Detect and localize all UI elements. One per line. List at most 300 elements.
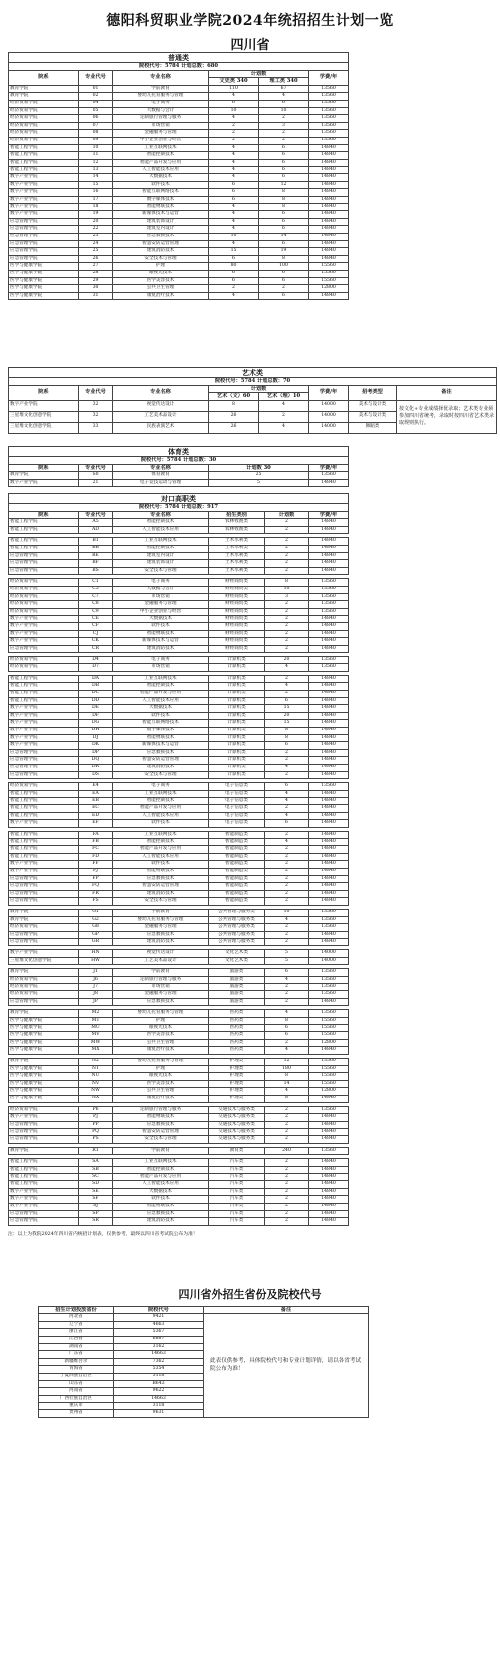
table-row [9,1106,349,1113]
table-row [9,645,349,652]
province-cell: 辽宁省 [39,1321,114,1328]
code-cell: G8 [79,924,113,931]
plan-cell: 20 [265,712,309,719]
plan-li-cell: 100 [259,263,309,270]
category-cell: 医药类 [209,1032,265,1039]
table-row [9,1039,349,1046]
fee-cell: 14840 [309,560,349,567]
plan-wen-cell: 6 [209,189,259,196]
table-row [9,1032,349,1039]
table-row [9,720,349,727]
art-header-fee: 学费/年 [309,386,349,401]
category-cell: 汽车类 [209,1218,265,1225]
fee-cell: 13560 [309,924,349,931]
code-cell: 3118 [114,1373,204,1380]
table-row [9,100,349,107]
major-cell: 市场营销 [113,664,209,671]
table-row [9,1136,349,1143]
plan-cell: 6 [265,1032,309,1039]
plan-li-cell: 14 [259,233,309,240]
college-cell: 三星堆文化创意学院 [9,411,79,422]
category-cell: 旅游类 [209,991,265,998]
college-cell: 经济贸易学院 [9,1106,79,1113]
code-cell: J1 [79,969,113,976]
college-cell: 应急管理学院 [9,226,79,233]
plan-cell: 2 [265,519,309,526]
plan-cell: 8 [265,1073,309,1080]
college-cell: 智能工程学院 [9,675,79,682]
major-cell: 智能物联技术 [113,734,209,741]
code-cell: 30 [79,285,113,292]
plan-cell: 4 [265,764,309,771]
major-cell: 安全技术与管理 [113,567,209,574]
fee-cell: 15560 [309,277,349,284]
table-row [9,1073,349,1080]
fee-cell: 14840 [309,727,349,734]
fee-cell: 15560 [309,1025,349,1032]
plan-wen-cell: 10 [209,107,259,114]
plan-wen-cell: 4 [209,93,259,100]
table-row [9,846,349,853]
table-row [9,1166,349,1173]
category-cell: 农林牧渔类 [209,519,265,526]
code-cell: EC [79,805,113,812]
table-row [9,519,349,526]
category-cell: 计算机类 [209,697,265,704]
major-cell: 电子商务 [113,579,209,586]
fee-cell: 14840 [309,861,349,868]
major-cell: 电子商务 [113,783,209,790]
table-row [9,664,349,671]
fee-cell: 14000 [309,400,349,411]
province-cell: 广西壮族自治区 [39,1395,114,1402]
fee-cell: 14000 [309,422,349,433]
category-cell: 计算机类 [209,742,265,749]
college-cell: 智能工程学院 [9,144,79,151]
fee-cell: 14840 [309,820,349,827]
category-cell: 交通技术与服务类 [209,1136,265,1143]
fee-cell: 13560 [309,601,349,608]
section-title-vocational: 对口高职类 [9,494,349,504]
category-cell: 智能制造类 [209,853,265,860]
major-cell: 智能产品开发与应用 [113,846,209,853]
table-row [9,690,349,697]
major-cell: 工业互联网技术 [113,538,209,545]
fee-cell: 14840 [309,1129,349,1136]
college-cell: 数字产业学院 [9,742,79,749]
major-cell: 金融服务与管理 [113,991,209,998]
category-cell: 土木水利类 [209,552,265,559]
category-cell: 护理类 [209,1080,265,1087]
table-row [39,1314,369,1321]
code-cell: J7 [79,984,113,991]
fee-cell: 15560 [309,1017,349,1024]
table-row [9,233,349,240]
category-cell: 财经商贸类 [209,630,265,637]
major-cell: 应急救援技术 [113,931,209,938]
code-cell: 6887 [114,1336,204,1343]
code-cell: 11 [79,152,113,159]
table-row [9,1203,349,1210]
fee-cell: 14840 [309,1188,349,1195]
code-cell: 31 [79,292,113,299]
plan-cell: 2 [265,645,309,652]
category-cell: 护理类 [209,1095,265,1102]
college-cell: 教育学院 [9,1147,79,1154]
college-cell: 医学与健康学院 [9,1065,79,1072]
header-li: 理工类 340 [259,78,309,85]
table-row [9,479,349,486]
category-cell: 智能制造类 [209,839,265,846]
table-row [9,883,349,890]
plan-li-cell: 4 [259,422,309,433]
table-row [9,898,349,905]
plan-li-cell: 8 [259,204,309,211]
table-row [9,783,349,790]
major-cell: 智能产品开发与应用 [113,805,209,812]
fee-cell: 13560 [309,130,349,137]
table-row [9,705,349,712]
plan-wen-cell: 8 [209,400,259,411]
table-row [9,616,349,623]
plan-wen-cell: 4 [209,240,259,247]
code-cell: DF [79,712,113,719]
plan-li-cell: 10 [259,107,309,114]
college-cell: 应急管理学院 [9,883,79,890]
category-cell: 财经商贸类 [209,623,265,630]
plan-li-cell: 2 [259,130,309,137]
major-cell: 建筑消防技术 [113,890,209,897]
fee-cell: 14840 [309,890,349,897]
table-row [9,137,349,144]
college-cell: 应急管理学院 [9,1218,79,1225]
code-cell: DG [79,720,113,727]
plan-cell: 2 [265,991,309,998]
major-cell: 中小企业创业与经营 [113,608,209,615]
plan-li-cell: 2 [259,137,309,144]
college-cell: 数字产业学院 [9,623,79,630]
category-cell: 公共管理与服务类 [209,931,265,938]
code-cell: 13 [79,167,113,174]
college-cell: 应急管理学院 [9,898,79,905]
major-cell: 数字媒体技术 [113,196,209,203]
college-cell: 经济贸易学院 [9,783,79,790]
category-cell: 财经商贸类 [209,638,265,645]
code-cell: 32 [79,400,113,411]
category-cell: 计算机类 [209,720,265,727]
table-row [9,1047,349,1054]
table-row [9,638,349,645]
category-cell: 土木水利类 [209,567,265,574]
fee-cell: 15560 [309,1032,349,1039]
fee-cell: 14840 [309,705,349,712]
major-cell: 大数据技术 [113,705,209,712]
table-row [9,1147,349,1154]
fee-cell: 13560 [309,107,349,114]
fee-cell: 14840 [309,1136,349,1143]
plan-cell: 2 [265,1106,309,1113]
college-cell: 智能工程学院 [9,1174,79,1181]
fee-cell: 14840 [309,675,349,682]
plan-li-cell: 2 [259,411,309,422]
code-cell: MU [79,1025,113,1032]
prov-header-code: 院校代号 [114,1307,204,1314]
table-row [9,697,349,704]
table-row [9,875,349,882]
fee-cell: 13560 [309,608,349,615]
sports-header-code: 专业代号 [79,465,113,472]
table-row [9,1174,349,1181]
college-cell: 数字产业学院 [9,630,79,637]
code-cell: 12 [79,159,113,166]
general-rows [9,85,349,299]
plan-cell: 2 [265,1174,309,1181]
fee-cell: 13560 [309,115,349,122]
voc-header-code: 专业代号 [79,512,113,519]
college-cell: 教育学院 [9,85,79,92]
provinces-table [38,1306,369,1418]
fee-cell: 14840 [309,292,349,299]
code-cell: BE [79,552,113,559]
major-cell: 眼视光技术 [113,1073,209,1080]
major-cell: 婴幼儿托育服务与管理 [113,1058,209,1065]
plan-cell: 12 [265,1058,309,1065]
code-cell: DD [79,697,113,704]
fee-cell: 14840 [309,1159,349,1166]
fee-cell: 14840 [309,742,349,749]
plan-cell: 4 [265,976,309,983]
code-cell: SF [79,1196,113,1203]
plan-cell: 2 [265,853,309,860]
fee-cell: 14840 [309,152,349,159]
fee-cell: 14840 [309,690,349,697]
major-cell: 应急救援技术 [113,875,209,882]
major-cell: 电子竞技运动与管理 [113,479,209,486]
table-row [9,771,349,778]
college-cell: 医学与健康学院 [9,270,79,277]
plan-wen-cell: 6 [209,270,259,277]
major-cell: 智能控制技术 [113,545,209,552]
college-cell: 应急管理学院 [9,240,79,247]
plan-cell: 2 [265,939,309,946]
table-row [9,593,349,600]
plan-cell: 2 [265,1136,309,1143]
province-cell: 贵州省 [39,1410,114,1417]
fee-cell: 14840 [309,875,349,882]
category-cell: 电子信息类 [209,812,265,819]
fee-cell: 14840 [309,749,349,756]
major-cell: 工业互联网技术 [113,790,209,797]
college-cell: 应急管理学院 [9,233,79,240]
code-cell: DB [79,683,113,690]
college-cell: 数字产业学院 [9,868,79,875]
code-cell: 9631 [114,1410,204,1417]
table-row [9,204,349,211]
college-cell: 应急管理学院 [9,255,79,262]
table-row [9,976,349,983]
code-cell: BF [79,560,113,567]
fee-cell: 14840 [309,805,349,812]
college-cell: 应急管理学院 [9,757,79,764]
plan-cell: 2 [265,898,309,905]
category-cell: 财经商贸类 [209,593,265,600]
code-cell: 5367 [114,1329,204,1336]
fee-cell: 14840 [309,233,349,240]
plan-cell: 2 [265,861,309,868]
code-cell: FQ [79,883,113,890]
table-row [9,526,349,533]
plan-cell: 2 [265,1196,309,1203]
sports-header-fee: 学费/年 [309,465,349,472]
college-cell: 数字产业学院 [9,174,79,181]
fee-cell: 14840 [309,255,349,262]
code-cell: 23 [79,233,113,240]
category-cell: 智能制造类 [209,898,265,905]
fee-cell: 14840 [309,623,349,630]
fee-cell: 14840 [309,218,349,225]
college-cell: 数字产业学院 [9,196,79,203]
table-row [9,218,349,225]
code-cell: JP [79,998,113,1005]
college-cell: 应急管理学院 [9,1129,79,1136]
category-cell: 公共管理与服务类 [209,924,265,931]
code-cell: 25 [79,248,113,255]
table-row [9,1129,349,1136]
fee-cell: 14840 [309,1095,349,1102]
province-cell: 江西省 [39,1336,114,1343]
fee-cell: 14840 [309,868,349,875]
college-cell: 智能工程学院 [9,1159,79,1166]
table-row [9,1025,349,1032]
fee-cell: 14840 [309,697,349,704]
page-province: 四川省 [230,38,270,53]
table-row [9,969,349,976]
code-cell: SE [79,1188,113,1195]
code-cell: MV [79,1032,113,1039]
college-cell: 教育学院 [9,472,79,479]
major-cell: 智能物联技术 [113,630,209,637]
plan-cell: 2 [265,998,309,1005]
major-cell: 建筑消防技术 [113,764,209,771]
fee-cell: 14840 [309,189,349,196]
art-header-plan: 计划数 [209,386,309,393]
fee-cell: 15560 [309,270,349,277]
major-cell: 定制旅行管理与服务 [113,976,209,983]
code-cell: HN [79,950,113,957]
major-cell: 视觉传达设计 [113,950,209,957]
table-row [9,790,349,797]
plan-li-cell: 2 [259,285,309,292]
college-cell: 经济贸易学院 [9,601,79,608]
plan-cell: 2 [265,1188,309,1195]
art-header-code: 专业代号 [79,386,113,401]
code-cell: C8 [79,601,113,608]
plan-li-cell: 6 [259,100,309,107]
code-cell: GR [79,939,113,946]
fee-cell: 14840 [309,1181,349,1188]
code-cell: FC [79,846,113,853]
table-row [9,812,349,819]
code-cell: B1 [79,538,113,545]
fee-cell: 13560 [309,1010,349,1017]
major-cell: 建筑室内设计 [113,552,209,559]
plan-wen-cell: 2 [209,130,259,137]
college-cell: 应急管理学院 [9,875,79,882]
major-cell: 智慧安防运营管理 [113,1129,209,1136]
plan-li-cell: 6 [259,218,309,225]
college-cell: 智能工程学院 [9,831,79,838]
major-cell: 安全技术与管理 [113,255,209,262]
major-cell: 新媒体技术与运营 [113,211,209,218]
table-row [9,122,349,129]
college-cell: 数字产业学院 [9,1114,79,1121]
code-cell: FR [79,890,113,897]
major-cell: 护理 [113,1065,209,1072]
code-cell: G2 [79,916,113,923]
code-cell: 28 [79,270,113,277]
art-rows [9,400,497,433]
college-cell: 三星堆文化创意学院 [9,957,79,964]
code-cell: 05 [79,107,113,114]
major-cell: 应急救援技术 [113,1210,209,1217]
major-cell: 大数据技术 [113,1188,209,1195]
major-cell: 软件技术 [113,181,209,188]
fee-cell: 14840 [309,898,349,905]
major-cell: 人工智能技术应用 [113,526,209,533]
major-cell: 婴幼儿托育服务与管理 [113,916,209,923]
category-cell: 计算机类 [209,727,265,734]
fee-cell: 14840 [309,159,349,166]
fee-cell: 14840 [309,638,349,645]
category-cell: 交通技术与服务类 [209,1129,265,1136]
major-cell: 大数据技术 [113,174,209,181]
fee-cell: 14840 [309,712,349,719]
category-cell: 计算机类 [209,712,265,719]
college-cell: 应急管理学院 [9,890,79,897]
category-cell: 计算机类 [209,734,265,741]
table-row [9,586,349,593]
college-cell: 数字产业学院 [9,400,79,411]
table-row [9,538,349,545]
college-cell: 数字产业学院 [9,1203,79,1210]
major-cell: 康复治疗技术 [113,292,209,299]
plan-cell: 5 [265,957,309,964]
major-cell: 智能产品开发与应用 [113,690,209,697]
table-row [9,579,349,586]
major-cell: 康复治疗技术 [113,1047,209,1054]
college-cell: 数字产业学院 [9,204,79,211]
plan-cell: 4 [265,1047,309,1054]
plan-li-cell: 6 [259,270,309,277]
fee-cell: 14840 [309,998,349,1005]
college-cell: 数字产业学院 [9,820,79,827]
plan-li-cell: 4 [259,400,309,411]
section-title-sports: 体育类 [9,447,349,457]
code-cell: NV [79,1080,113,1087]
fee-cell: 13560 [309,991,349,998]
table-row [9,764,349,771]
table-row [9,1181,349,1188]
college-cell: 数字产业学院 [9,616,79,623]
plan-cell: 2 [265,567,309,574]
fee-cell: 14840 [309,939,349,946]
plan-cell: 8 [265,1095,309,1102]
table-row [9,630,349,637]
fee-cell: 14840 [309,1121,349,1128]
table-row [9,567,349,574]
table-row [9,189,349,196]
major-cell: 软件技术 [113,623,209,630]
